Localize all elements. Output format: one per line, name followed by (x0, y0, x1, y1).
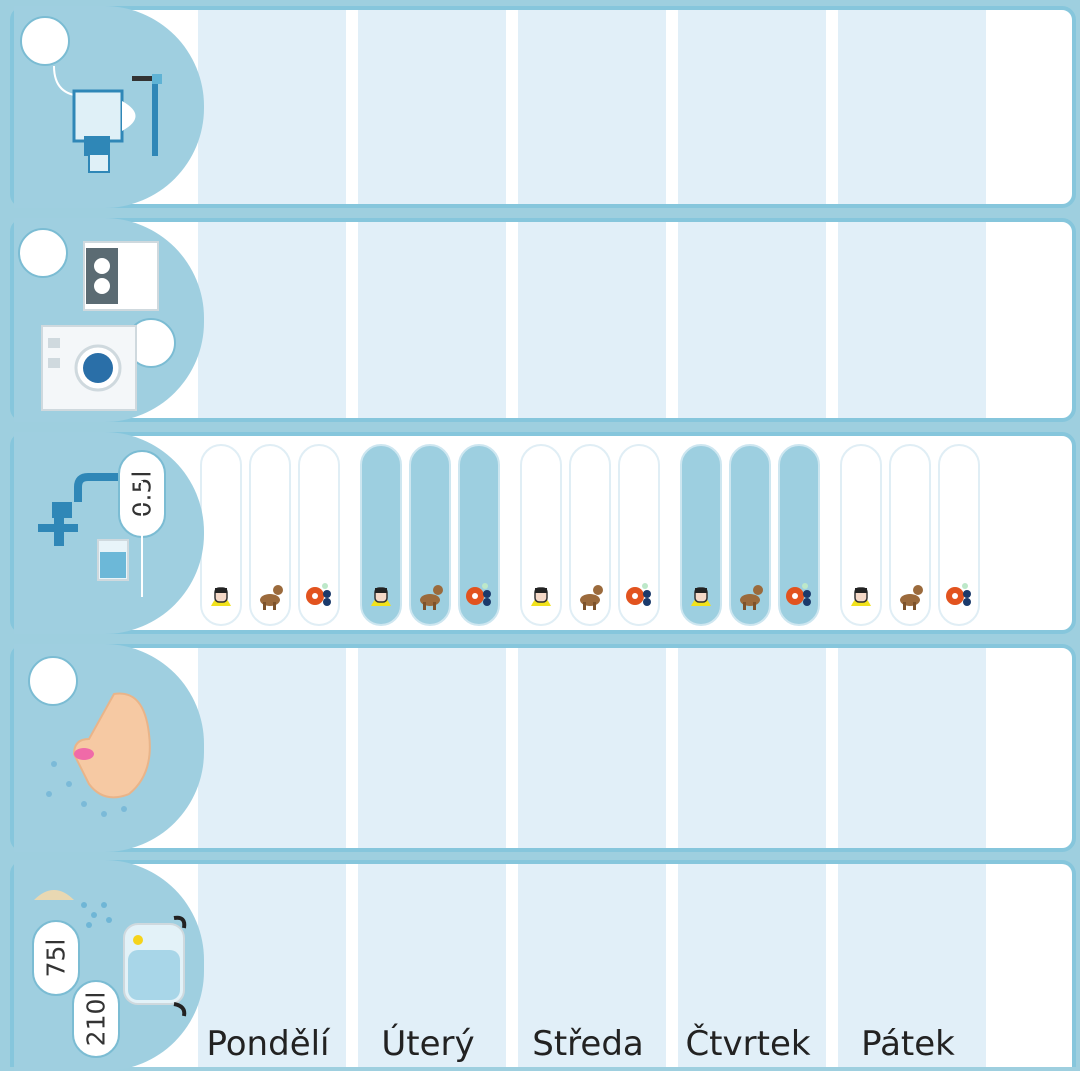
person-icon (845, 580, 877, 612)
day-column-1 (198, 10, 346, 204)
activity-icon-cell (14, 6, 204, 208)
flower-icon (463, 580, 495, 612)
tracker-pill[interactable] (458, 444, 500, 626)
volume-text: 210l (81, 991, 111, 1047)
tracker-pill[interactable] (889, 444, 931, 626)
dog-icon (414, 580, 446, 612)
tracker-pill[interactable] (249, 444, 291, 626)
day-column-1 (198, 648, 346, 848)
day-column-4 (678, 10, 826, 204)
tracker-pill[interactable] (200, 444, 242, 626)
activity-icon-cell (14, 218, 204, 422)
tracker-pill[interactable] (840, 444, 882, 626)
row-appliances (10, 218, 1076, 422)
volume-text: 75l (41, 938, 71, 978)
tap-and-glass-icon (14, 432, 204, 634)
day-column-3 (518, 222, 666, 418)
day-column-5 (838, 648, 986, 848)
flower-icon (623, 580, 655, 612)
tracker-pill[interactable] (680, 444, 722, 626)
tracker-pill[interactable] (778, 444, 820, 626)
dishwasher-and-washing-machine-icon (14, 218, 204, 422)
volume-text: 0.5l (127, 470, 157, 518)
hand-washing-icon (14, 644, 204, 852)
tracker-pill[interactable] (938, 444, 980, 626)
activity-icon-cell (14, 860, 204, 1071)
day-column-4 (678, 648, 826, 848)
flower-icon (783, 580, 815, 612)
dog-icon (254, 580, 286, 612)
day-label-tuesday: Úterý (381, 1024, 475, 1064)
day-label-monday: Pondělí (206, 1024, 330, 1064)
person-icon (205, 580, 237, 612)
person-icon (365, 580, 397, 612)
day-column-3 (518, 10, 666, 204)
dog-icon (734, 580, 766, 612)
day-column-1 (198, 222, 346, 418)
tracker-pill[interactable] (298, 444, 340, 626)
tracker-pill[interactable] (520, 444, 562, 626)
day-column-4 (678, 222, 826, 418)
day-column-2 (358, 10, 506, 204)
row-hand-washing (10, 644, 1076, 852)
day-column-2 (358, 648, 506, 848)
tracker-pill[interactable] (569, 444, 611, 626)
day-label-thursday: Čtvrtek (685, 1024, 811, 1064)
flower-icon (943, 580, 975, 612)
activity-icon-cell (14, 432, 204, 634)
row-glass-of-water (10, 432, 1076, 634)
tracker-pill[interactable] (729, 444, 771, 626)
row-toilet (10, 6, 1076, 208)
dog-icon (894, 580, 926, 612)
volume-label-bath (72, 980, 120, 1058)
volume-label-shower (32, 920, 80, 996)
tracker-pill[interactable] (409, 444, 451, 626)
person-icon (525, 580, 557, 612)
day-column-2 (358, 222, 506, 418)
flower-icon (303, 580, 335, 612)
activity-icon-cell (14, 644, 204, 852)
day-label-wednesday: Středa (532, 1024, 644, 1064)
day-column-5 (838, 222, 986, 418)
toilet-and-toothbrushing-icon (14, 6, 204, 206)
day-label-friday: Pátek (861, 1024, 955, 1064)
day-column-3 (518, 648, 666, 848)
tracker-pill[interactable] (618, 444, 660, 626)
person-icon (685, 580, 717, 612)
day-column-5 (838, 10, 986, 204)
dog-icon (574, 580, 606, 612)
tracker-pill[interactable] (360, 444, 402, 626)
